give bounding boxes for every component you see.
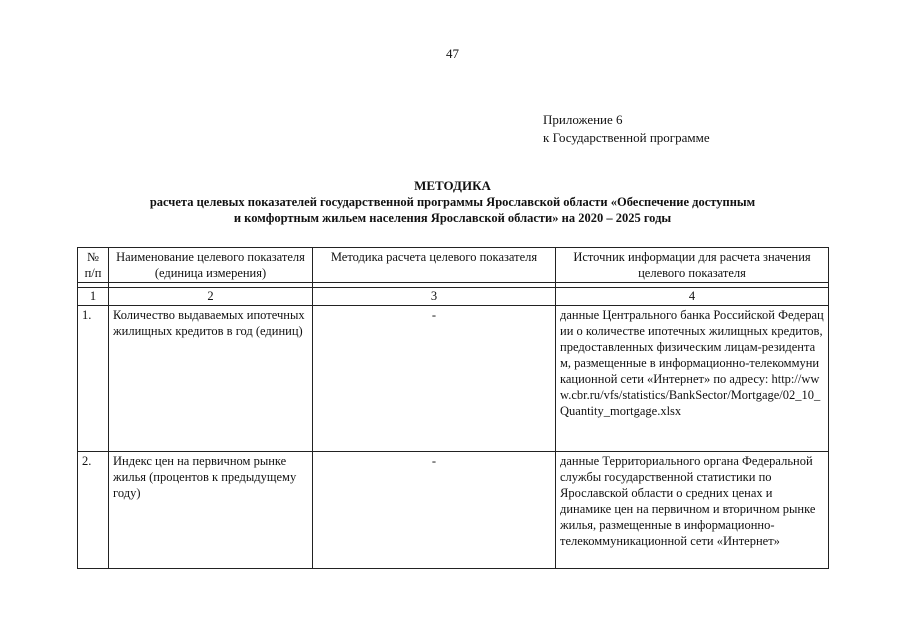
table-row	[78, 306, 829, 452]
header-method: Методика расчета целевого показателя	[313, 248, 556, 283]
title-main: МЕТОДИКА	[414, 178, 491, 193]
row-number: 1.	[78, 306, 109, 452]
column-number: 3	[313, 288, 556, 306]
calculation-method: -	[313, 306, 556, 452]
header-source: Источник информации для расчета значения целевого показателя	[556, 248, 829, 283]
column-number: 1	[78, 288, 109, 306]
table-row	[78, 452, 829, 569]
page-number: 47	[446, 46, 459, 61]
row-number: 2.	[78, 452, 109, 569]
document-title	[60, 178, 845, 226]
title-line-2: расчета целевых показателей государственной программы Ярославской области «Обеспечение доступным	[149, 195, 756, 209]
information-source: данные Территориального органа Федеральной службы государственной статистики по Ярославской области о средних ценах и динамике цен на первичном и вторичном рынке жилья, размещенные в информационно-телекоммуникационной сети «Интернет»	[556, 452, 829, 569]
appendix-note	[543, 111, 710, 147]
indicators-table	[77, 247, 829, 569]
column-numbers-row	[78, 288, 829, 306]
header-name: Наименование целевого показателя (единица измерения)	[109, 248, 313, 283]
indicator-name: Индекс цен на первичном рынке жилья (процентов к предыдущему году)	[109, 452, 313, 569]
appendix-line-2: к Государственной программе	[543, 130, 710, 145]
column-number: 4	[556, 288, 829, 306]
appendix-line-1: Приложение 6	[543, 112, 623, 127]
information-source: данные Центрального банка Российской Федерации о количестве ипотечных жилищных кредитов, предоставленных физическим лицам-резидентам, размещенные в информационно-телекоммуникационной сети «Интернет» по адресу: http://www.cbr.ru/vfs/statistics/BankSector/Mortgage/02_10_Quantity_mortgage.xlsx	[556, 306, 829, 452]
indicator-name: Количество выдаваемых ипотечных жилищных кредитов в год (единиц)	[109, 306, 313, 452]
header-number: № п/п	[78, 248, 109, 283]
column-number: 2	[109, 288, 313, 306]
calculation-method: -	[313, 452, 556, 569]
table-header-row	[78, 248, 829, 283]
title-line-3: и комфортным жильем населения Ярославской области» на 2020 – 2025 годы	[233, 211, 672, 225]
